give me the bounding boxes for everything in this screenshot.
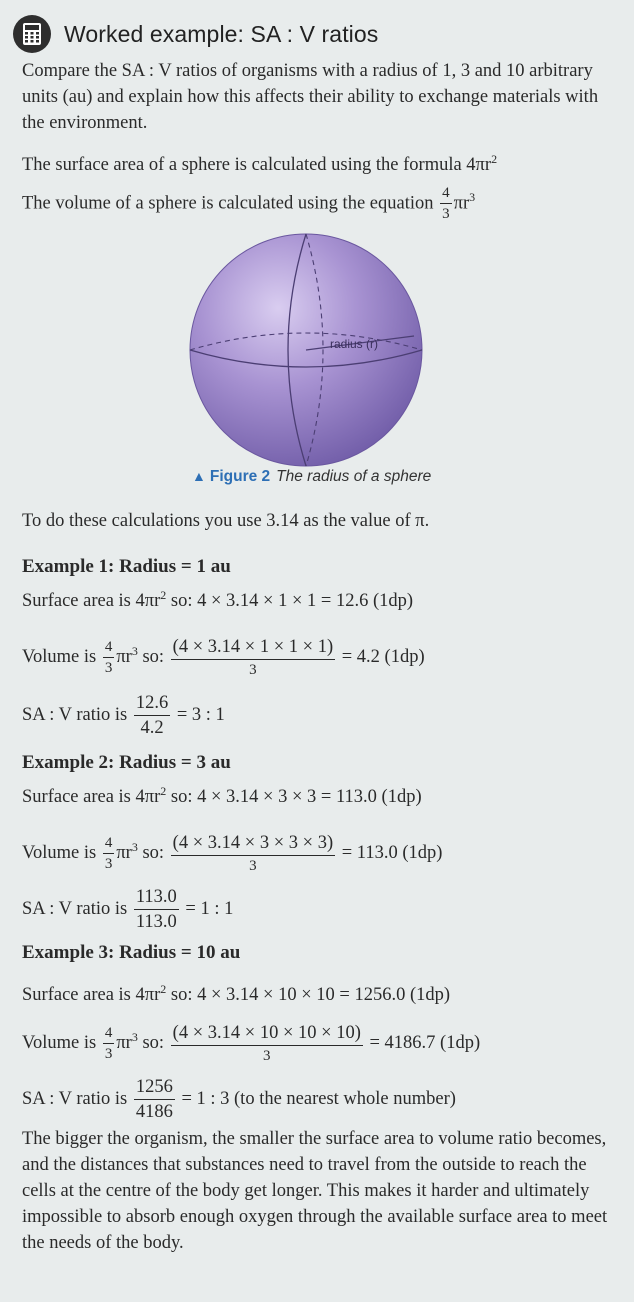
ex1-ratio-den: 4.2: [140, 717, 164, 738]
ex1-vf-den: 3: [104, 659, 113, 676]
page-title: Worked example: SA : V ratios: [64, 20, 379, 47]
ex1-vf-exp: 3: [131, 643, 138, 658]
conclusion-paragraph: The bigger the organism, the smaller the surface area to volume ratio becomes, and the distances that substances need to travel from the outside to reach the cells at the centre of the body get longer. This makes it harder and ultimately impossible to absorb enough oxygen through the available surface area to meet the needs of the body.: [22, 1129, 608, 1253]
caption-text: The radius of a sphere: [276, 468, 432, 485]
ex1-ratio-result: = 3 : 1: [176, 704, 225, 725]
ex3-vol-den: 3: [263, 1047, 271, 1064]
ex1-ratio-prefix: SA : V ratio is: [22, 704, 128, 725]
formula-vol-text: The volume of a sphere is calculated using the equation: [22, 193, 434, 214]
example-2-ratio: [22, 888, 233, 931]
ex1-vf-tail: πr: [116, 647, 132, 667]
calculator-icon: [12, 14, 52, 54]
formula-vol-num: 4: [440, 186, 452, 204]
ex3-ratio-prefix: SA : V ratio is: [22, 1088, 128, 1109]
example-3-volume: [22, 1024, 480, 1064]
ex1-vol-result: = 4.2 (1dp): [341, 647, 425, 667]
ex2-vol-num: (4 × 3.14 × 3 × 3 × 3): [171, 834, 335, 856]
ex3-vol-result: = 4186.7 (1dp): [369, 1033, 481, 1053]
example-1-volume: [22, 638, 425, 678]
header: [12, 14, 378, 54]
ex3-ratio-result: = 1 : 3 (to the nearest whole number): [181, 1088, 456, 1109]
caption-label: Figure 2: [209, 468, 271, 485]
formula-sa-exp: 2: [491, 151, 498, 166]
ex1-vf-num: 4: [103, 640, 115, 658]
example-2-surface-area: [22, 784, 422, 810]
ex3-sa-exp: 2: [160, 981, 167, 996]
ex2-vol-calc-frac: [171, 834, 335, 874]
ex1-vol-den: 3: [249, 661, 257, 678]
ex2-vf-so: so:: [137, 843, 165, 863]
ex1-sa-prefix: Surface area is 4πr: [22, 591, 161, 611]
ex3-vol-prefix: Volume is: [22, 1033, 97, 1053]
ex2-ratio-prefix: SA : V ratio is: [22, 898, 128, 919]
ex1-vol-formula-frac: [103, 640, 115, 676]
ex2-vf-tail: πr: [116, 843, 132, 863]
ex1-vf-so: so:: [137, 647, 165, 667]
example-1-heading: Example 1: Radius = 1 au: [22, 556, 231, 577]
ex2-vol-den: 3: [249, 857, 257, 874]
sphere-figure: [188, 232, 424, 468]
formula-vol-tail: πr: [453, 193, 470, 214]
ex1-vol-prefix: Volume is: [22, 647, 97, 667]
ex2-vf-num: 4: [103, 836, 115, 854]
ex2-vf-den: 3: [104, 855, 113, 872]
ex1-ratio-frac: [134, 694, 170, 737]
formula-vol-fraction: [440, 186, 452, 222]
ex3-ratio-num: 1256: [134, 1078, 175, 1100]
ex2-ratio-den: 113.0: [135, 911, 177, 932]
ex3-vf-tail: πr: [116, 1033, 132, 1053]
ex3-ratio-frac: [134, 1078, 175, 1121]
ex3-ratio-den: 4186: [135, 1101, 173, 1122]
ex1-sa-exp: 2: [160, 587, 167, 602]
pi-note: To do these calculations you use 3.14 as the value of π.: [22, 511, 430, 531]
ex3-vol-formula-frac: [103, 1026, 115, 1062]
example-1-ratio: [22, 694, 225, 737]
ex1-vol-num: (4 × 3.14 × 1 × 1 × 1): [171, 638, 335, 660]
ex2-vol-prefix: Volume is: [22, 843, 97, 863]
example-3-heading: Example 3: Radius = 10 au: [22, 942, 241, 963]
ex3-sa-calc: so: 4 × 3.14 × 10 × 10 = 1256.0 (1dp): [166, 985, 451, 1005]
example-2-heading: Example 2: Radius = 3 au: [22, 752, 231, 773]
ex2-sa-prefix: Surface area is 4πr: [22, 787, 161, 807]
ex3-vf-num: 4: [103, 1026, 115, 1044]
ex2-vol-result: = 113.0 (1dp): [341, 843, 443, 863]
example-3-ratio: [22, 1078, 456, 1121]
ex3-sa-prefix: Surface area is 4πr: [22, 985, 161, 1005]
figure-caption: [192, 468, 431, 486]
formula-vol-exp: 3: [469, 190, 476, 205]
ex2-sa-calc: so: 4 × 3.14 × 3 × 3 = 113.0 (1dp): [166, 787, 422, 807]
ex3-vf-exp: 3: [131, 1029, 138, 1044]
ex2-vf-exp: 3: [131, 839, 138, 854]
intro-paragraph: Compare the SA : V ratios of organisms with a radius of 1, 3 and 10 arbitrary units (au) and explain how this affects their ability to exchange materials with the environment.: [22, 61, 599, 133]
ex2-sa-exp: 2: [160, 783, 167, 798]
ex1-sa-calc: so: 4 × 3.14 × 1 × 1 = 12.6 (1dp): [166, 591, 414, 611]
ex3-vf-so: so:: [137, 1033, 165, 1053]
example-3-surface-area: [22, 982, 450, 1008]
ex3-vol-calc-frac: [171, 1024, 363, 1064]
formula-volume: [22, 186, 475, 222]
ex2-ratio-result: = 1 : 1: [185, 898, 234, 919]
ex2-ratio-num: 113.0: [134, 888, 179, 910]
example-2-volume: [22, 834, 442, 874]
formula-sa-text: The surface area of a sphere is calculated using the formula 4πr: [22, 155, 492, 175]
ex3-vf-den: 3: [104, 1045, 113, 1062]
radius-label: radius (r): [330, 337, 379, 351]
formula-vol-den: 3: [442, 206, 450, 222]
ex1-ratio-num: 12.6: [134, 694, 170, 716]
triangle-icon: ▲: [192, 468, 206, 484]
ex3-vol-num: (4 × 3.14 × 10 × 10 × 10): [171, 1024, 363, 1046]
ex1-vol-calc-frac: [171, 638, 335, 678]
ex2-ratio-frac: [134, 888, 179, 931]
formula-surface-area: [22, 152, 497, 178]
example-1-surface-area: [22, 588, 413, 614]
ex2-vol-formula-frac: [103, 836, 115, 872]
